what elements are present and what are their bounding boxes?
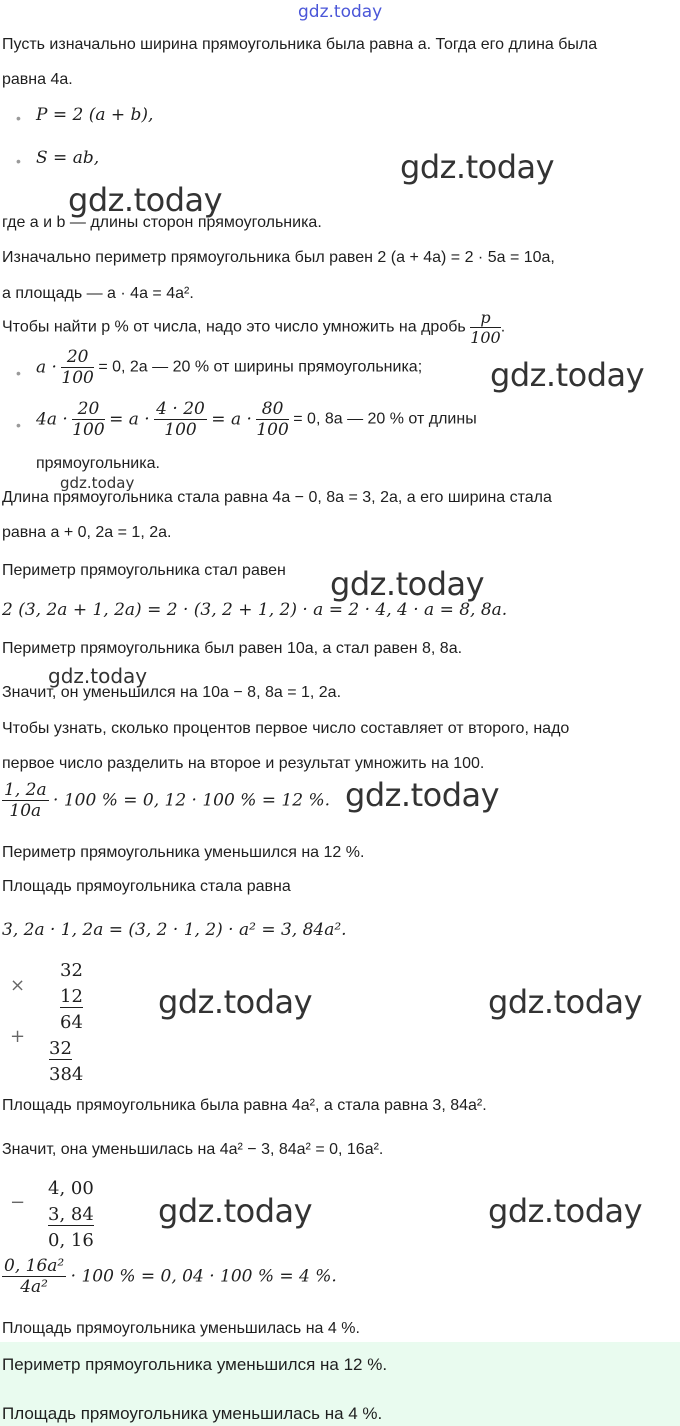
- answer-perimeter: Периметр прямоугольника уменьшился на 12 %.: [2, 1355, 388, 1374]
- fraction-denominator: 4a²: [20, 1277, 48, 1297]
- fraction-numerator: p: [470, 308, 501, 328]
- fraction-20-100: [72, 399, 104, 440]
- watermark-top: gdz.today: [298, 2, 383, 22]
- watermark: gdz.today: [68, 181, 223, 219]
- bullet-icon: •: [16, 417, 21, 433]
- column-number: 32: [60, 960, 83, 981]
- minus-sign: −: [10, 1192, 26, 1213]
- answer-area: Площадь прямоугольника уменьшилась на 4 %.: [2, 1404, 383, 1423]
- column-number: 64: [60, 1012, 83, 1033]
- text-segment: = 0, 8a — 20 % от длины: [293, 410, 477, 428]
- column-number: 4, 00: [48, 1178, 94, 1199]
- text-line: Значит, он уменьшился на 10a − 8, 8a = 1, 2a.: [2, 684, 342, 701]
- watermark: gdz.today: [345, 776, 500, 814]
- fraction-80-100: [256, 399, 288, 440]
- column-number: 384: [49, 1064, 84, 1085]
- watermark: gdz.today: [48, 664, 148, 688]
- watermark: gdz.today: [490, 356, 645, 394]
- fraction-20-100: [61, 347, 93, 388]
- column-number: 0, 16: [48, 1230, 94, 1251]
- watermark: gdz.today: [488, 983, 643, 1021]
- text-line: Периметр прямоугольника был равен 10a, а стал равен 8, 8a.: [2, 640, 463, 657]
- fraction-denominator: 100: [61, 368, 94, 388]
- text-line: Изначально периметр прямоугольника был равен 2 (a + 4a) = 2 · 5a = 10a,: [2, 249, 555, 266]
- bullet-icon: •: [16, 153, 21, 169]
- watermark: gdz.today: [330, 565, 485, 603]
- fraction-denominator: 100: [470, 328, 501, 347]
- watermark: gdz.today: [488, 1192, 643, 1230]
- bullet-icon: •: [16, 365, 21, 381]
- formula-perimeter: P = 2 (a + b),: [36, 105, 154, 125]
- column-number: 32: [49, 1038, 72, 1059]
- fraction-0-16a2-4a2: [2, 1256, 66, 1297]
- text-line: равна 4a.: [2, 71, 73, 88]
- fraction-numerator: 20: [72, 399, 104, 420]
- text-line: Чтобы узнать, сколько процентов первое число составляет от второго, надо: [2, 720, 570, 737]
- math-segment: a ·: [36, 357, 57, 378]
- math-segment: 4a ·: [36, 409, 68, 430]
- math-segment: · 100 % = 0, 04 · 100 % = 4 %.: [70, 1266, 337, 1287]
- fraction-1-2a-10a: [2, 780, 49, 821]
- fraction-numerator: 0, 16a²: [4, 1256, 65, 1276]
- plus-sign: +: [10, 1026, 26, 1047]
- fraction-numerator: 1, 2a: [4, 780, 47, 800]
- text-line-fraction: Чтобы найти p % от числа, надо это число умножить на дробь $\frac{p}{100}$ .: [2, 308, 506, 347]
- fraction-numerator: 20: [61, 347, 93, 368]
- fraction-4x20-100: [154, 399, 207, 440]
- fraction-denominator: 100: [72, 420, 105, 440]
- bullet-width-percent: [36, 347, 422, 388]
- fraction-denominator: 100: [164, 420, 197, 440]
- formula-area: S = ab,: [36, 148, 100, 168]
- fraction-numerator: 4 · 20: [156, 399, 205, 419]
- math-segment: = a ·: [109, 409, 150, 430]
- formula-perimeter-new: 2 (3, 2a + 1, 2a) = 2 · (3, 2 + 1, 2) · a = 2 · 4, 4 · a = 8, 8a.: [2, 600, 508, 620]
- text-line: а площадь — a · 4a = 4a².: [2, 285, 194, 302]
- text-line: прямоугольника.: [36, 455, 160, 472]
- watermark: gdz.today: [158, 983, 313, 1021]
- text-line: первое число разделить на второе и результат умножить на 100.: [2, 755, 485, 772]
- fraction-denominator: 100: [256, 420, 289, 440]
- watermark: gdz.today: [60, 474, 135, 492]
- bullet-length-percent: [36, 399, 477, 440]
- text-line: Значит, она уменьшилась на 4a² − 3, 84a² = 0, 16a².: [2, 1141, 384, 1158]
- fraction-denominator: 10a: [9, 801, 42, 821]
- watermark: gdz.today: [158, 1192, 313, 1230]
- text-line: где a и b — длины сторон прямоугольника.: [2, 214, 322, 231]
- column-number: 12: [60, 986, 83, 1007]
- column-number: 3, 84: [48, 1204, 94, 1225]
- answer-box: [0, 1342, 680, 1426]
- text-segment: Чтобы найти p % от числа, надо это число умножить на дробь: [2, 318, 466, 336]
- watermark: gdz.today: [400, 148, 555, 186]
- fraction-p-100: [470, 308, 501, 347]
- formula-area-new: 3, 2a · 1, 2a = (3, 2 · 1, 2) · a² = 3, 84a².: [2, 920, 347, 940]
- text-line: Площадь прямоугольника была равна 4a², а стала равна 3, 84a².: [2, 1097, 487, 1114]
- text-segment: = 0, 2a — 20 % от ширины прямоугольника;: [98, 358, 423, 376]
- formula-perimeter-percent: [2, 780, 330, 821]
- multiply-sign: ×: [10, 975, 26, 996]
- text-line: Площадь прямоугольника уменьшилась на 4 %.: [2, 1320, 360, 1337]
- fraction-numerator: 80: [256, 399, 288, 420]
- text-line: Площадь прямоугольника стала равна: [2, 878, 291, 895]
- bullet-icon: •: [16, 110, 21, 126]
- text-line: равна a + 0, 2a = 1, 2a.: [2, 524, 172, 541]
- formula-area-percent: [2, 1256, 337, 1297]
- text-line: Длина прямоугольника стала равна 4a − 0, 8a = 3, 2a, а его ширина стала: [2, 489, 552, 506]
- text-line: Пусть изначально ширина прямоугольника была равна a. Тогда его длина была: [2, 36, 598, 53]
- text-line: Периметр прямоугольника уменьшился на 12 %.: [2, 844, 365, 861]
- math-segment: = a ·: [211, 409, 252, 430]
- text-line: Периметр прямоугольника стал равен: [2, 562, 286, 579]
- math-segment: · 100 % = 0, 12 · 100 % = 12 %.: [53, 790, 331, 811]
